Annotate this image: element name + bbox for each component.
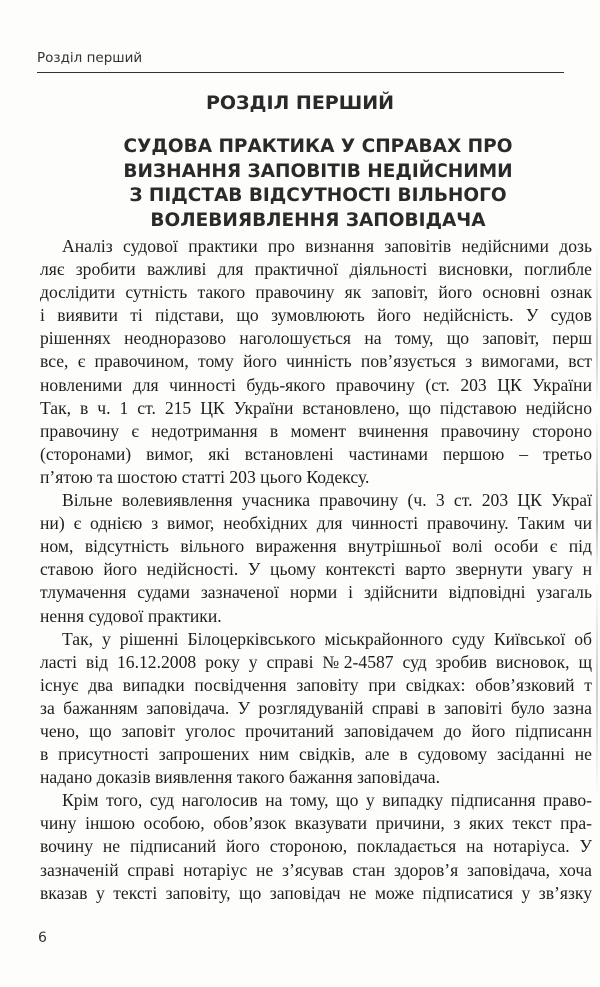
header-rule [37, 72, 564, 73]
text-line: і виявити ті підстави, що зумовлюють його недійсність. У судов [40, 305, 592, 326]
section-title [0, 135, 600, 233]
text-line: зазначеній справі нотаріус не з’ясував стан здоров’я заповідача, хоча [40, 859, 592, 880]
body-text [40, 235, 600, 905]
text-line: чено, що заповіт уголос прочитаний заповідачем до його підписанн [40, 720, 592, 741]
text-line: вочину не підписаний його стороною, покладається на нотаріуса. У [40, 836, 592, 857]
title-line: ВИЗНАННЯ ЗАПОВІТІВ НЕДІЙСНИМИ [123, 160, 513, 182]
text-line: надано доказів виявлення такого бажання заповідача. [40, 767, 441, 788]
title-line: СУДОВА ПРАКТИКА У СПРАВАХ ПРО [123, 136, 513, 157]
running-head: Розділ перший [37, 50, 143, 66]
text-line: вказав у тексті заповіту, що заповідач не може підписатися у зв’язку [40, 882, 592, 903]
text-line: (сторонами) вимог, які встановлені частинами першою – третьо [40, 443, 592, 464]
text-line: існує два випадки посвідчення заповіту при свідках: обов’язковий т [40, 674, 592, 695]
text-line: Вільне волевиявлення учасника правочину (ч. 3 ст. 203 ЦК Украї [62, 490, 592, 511]
text-line: дослідити сутність такого правочину як заповіт, його основні ознак [40, 282, 592, 303]
text-line: все, є правочином, тому його чинність пов’язується з вимогами, вст [40, 351, 592, 372]
text-line: за бажанням заповідача. У розглядуваній справі в заповіті було зазна [40, 697, 592, 718]
text-line: в присутності запрошених ним свідків, але в судовому засіданні не [40, 744, 592, 765]
scan-edge-shadow [596, 240, 598, 800]
text-line: ляє зробити важливі для практичної діяльності висновки, поглибле [40, 259, 592, 280]
text-line: ни) є однією з вимог, необхідних для чинності правочину. Таким чи [40, 513, 592, 534]
text-line: ном, відсутність вільного вираження внутрішньої волі особи є під [40, 536, 592, 557]
text-line: Так, у рішенні Білоцерківського міськрайонного суду Київської об [62, 628, 592, 649]
text-line: рішеннях неодноразово наголошується на тому, що заповіт, перш [40, 328, 592, 349]
text-line: новленими для чинності будь-якого правочину (ст. 203 ЦК України [40, 374, 592, 395]
chapter-heading: РОЗДІЛ ПЕРШИЙ [205, 92, 395, 114]
page-number: 6 [38, 930, 47, 946]
text-line: ставою його недійсності. У цьому контексті варто звернути увагу н [40, 559, 592, 580]
text-line: Так, в ч. 1 ст. 215 ЦК України встановлено, що підставою недійсно [40, 397, 592, 418]
text-line: чину іншою особою, обов’язок вказувати причини, з яких текст пра- [40, 813, 592, 834]
text-line: нення судової практики. [40, 605, 222, 626]
text-line: тлумачення судами зазначеної норми і здійснити відповідні узагаль [40, 582, 592, 603]
text-line: правочину є недотримання в момент вчинення правочину стороно [40, 420, 592, 441]
text-line: ласті від 16.12.2008 року у справі №2-4587 суд зробив висновок, щ [40, 651, 592, 672]
text-line: Аналіз судової практики про визнання заповітів недійсними дозь [62, 236, 592, 256]
text-line: п’ятою та шостою статті 203 цього Кодексу. [40, 466, 370, 487]
title-line: З ПІДСТАВ ВІДСУТНОСТІ ВІЛЬНОГО [129, 185, 507, 206]
text-line: Крім того, суд наголосив на тому, що у випадку підписання право- [62, 790, 592, 811]
title-line: ВОЛЕВИЯВЛЕННЯ ЗАПОВІДАЧА [150, 209, 486, 231]
